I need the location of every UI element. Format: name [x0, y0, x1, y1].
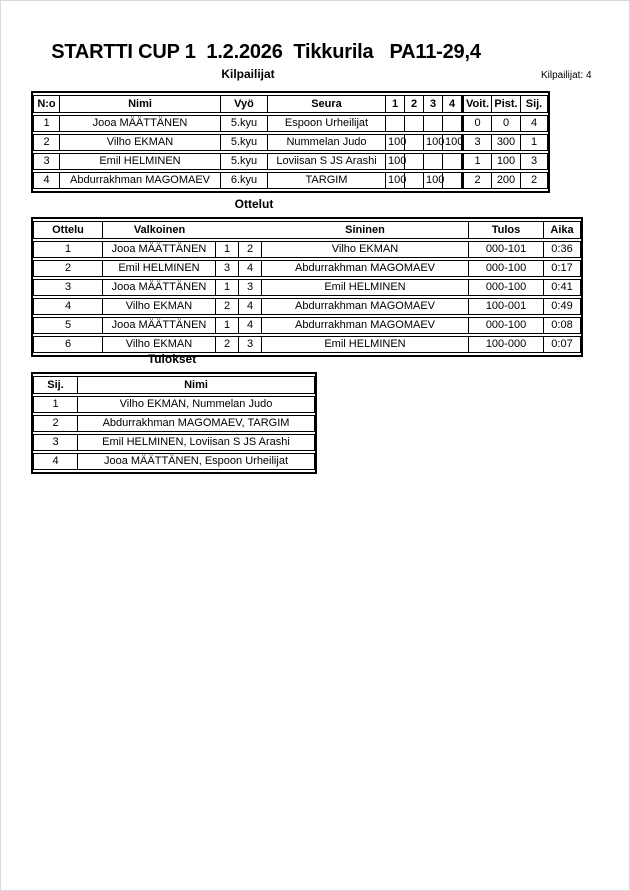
- belt-cell: 6.kyu: [221, 172, 268, 189]
- name-cell: Emil HELMINEN, Loviisan S JS Arashi: [78, 434, 315, 451]
- white-no-cell: 1: [216, 241, 239, 258]
- r2-cell: [405, 172, 424, 189]
- blue-no-cell: 4: [239, 317, 262, 334]
- time-cell: 0:49: [544, 298, 581, 315]
- result-cell: 000-100: [469, 279, 544, 296]
- col-time: Aika: [544, 221, 581, 239]
- time-cell: 0:36: [544, 241, 581, 258]
- white-no-cell: 3: [216, 260, 239, 277]
- r4-cell: [443, 172, 462, 189]
- col-r4: 4: [443, 95, 462, 113]
- blue-name-cell: Abdurrakhman MAGOMAEV: [262, 260, 469, 277]
- white-name-cell: Emil HELMINEN: [103, 260, 216, 277]
- r4-cell: 100: [443, 134, 462, 151]
- name-cell: Emil HELMINEN: [60, 153, 221, 170]
- points-cell: 200: [492, 172, 521, 189]
- place-cell: 2: [521, 172, 548, 189]
- r1-cell: [386, 115, 405, 132]
- col-r3: 3: [424, 95, 443, 113]
- blue-no-cell: 3: [239, 279, 262, 296]
- col-place: Sij.: [521, 95, 548, 113]
- col-match: Ottelu: [33, 221, 103, 239]
- time-cell: 0:17: [544, 260, 581, 277]
- col-wins: Voit.: [462, 95, 492, 113]
- points-cell: 100: [492, 153, 521, 170]
- r4-cell: [443, 115, 462, 132]
- belt-cell: 5.kyu: [221, 153, 268, 170]
- table-row: [33, 453, 315, 470]
- white-no-cell: 1: [216, 279, 239, 296]
- r3-cell: 100: [424, 134, 443, 151]
- kilpailijat-header-row: [33, 95, 548, 113]
- club-cell: TARGIM: [268, 172, 386, 189]
- r2-cell: [405, 153, 424, 170]
- result-cell: 000-100: [469, 260, 544, 277]
- wins-cell: 3: [462, 134, 492, 151]
- match-no-cell: 2: [33, 260, 103, 277]
- name-cell: Jooa MÄÄTTÄNEN: [60, 115, 221, 132]
- blue-name-cell: Abdurrakhman MAGOMAEV: [262, 298, 469, 315]
- blue-no-cell: 3: [239, 336, 262, 353]
- match-no-cell: 1: [33, 241, 103, 258]
- table-row: [33, 279, 581, 296]
- name-cell: Abdurrakhman MAGOMAEV, TARGIM: [78, 415, 315, 432]
- competitors-count-label: Kilpailijat: 4: [541, 70, 592, 81]
- white-name-cell: Jooa MÄÄTTÄNEN: [103, 279, 216, 296]
- club-cell: Espoon Urheilijat: [268, 115, 386, 132]
- place-cell: 4: [521, 115, 548, 132]
- col-white: Valkoinen: [103, 221, 216, 239]
- ottelut-header-row: [33, 221, 581, 239]
- col-result: Tulos: [469, 221, 544, 239]
- club-cell: Nummelan Judo: [268, 134, 386, 151]
- blue-name-cell: Vilho EKMAN: [262, 241, 469, 258]
- col-blue: Sininen: [262, 221, 469, 239]
- name-cell: Abdurrakhman MAGOMAEV: [60, 172, 221, 189]
- result-cell: 000-100: [469, 317, 544, 334]
- name-cell: Vilho EKMAN: [60, 134, 221, 151]
- result-cell: 100-001: [469, 298, 544, 315]
- table-row: [33, 415, 315, 432]
- blue-name-cell: Abdurrakhman MAGOMAEV: [262, 317, 469, 334]
- wins-cell: 0: [462, 115, 492, 132]
- points-cell: 0: [492, 115, 521, 132]
- kilpailijat-heading: Kilpailijat: [221, 67, 275, 81]
- table-row: [33, 336, 581, 353]
- match-no-cell: 4: [33, 298, 103, 315]
- r3-cell: [424, 115, 443, 132]
- points-cell: 300: [492, 134, 521, 151]
- tulokset-heading: Tulokset: [147, 352, 197, 366]
- place-cell: 1: [33, 396, 78, 413]
- col-r1: 1: [386, 95, 405, 113]
- result-cell: 100-000: [469, 336, 544, 353]
- ottelut-table: [31, 217, 583, 357]
- white-no-cell: 1: [216, 317, 239, 334]
- r1-cell: 100: [386, 172, 405, 189]
- place-cell: 1: [521, 134, 548, 151]
- r2-cell: [405, 115, 424, 132]
- name-cell: Jooa MÄÄTTÄNEN, Espoon Urheilijat: [78, 453, 315, 470]
- page-title: STARTTI CUP 1 1.2.2026 Tikkurila PA11-29,4: [51, 41, 481, 63]
- no-cell: 1: [33, 115, 60, 132]
- no-cell: 2: [33, 134, 60, 151]
- blue-no-cell: 2: [239, 241, 262, 258]
- wins-cell: 1: [462, 153, 492, 170]
- table-row: [33, 172, 548, 189]
- wins-cell: 2: [462, 172, 492, 189]
- r1-cell: 100: [386, 134, 405, 151]
- white-name-cell: Vilho EKMAN: [103, 336, 216, 353]
- table-row: [33, 134, 548, 151]
- col-no: N:o: [33, 95, 60, 113]
- table-row: [33, 115, 548, 132]
- blue-no-cell: 4: [239, 298, 262, 315]
- time-cell: 0:08: [544, 317, 581, 334]
- col-club: Seura: [268, 95, 386, 113]
- tulokset-header-row: [33, 376, 315, 394]
- blue-name-cell: Emil HELMINEN: [262, 336, 469, 353]
- table-row: [33, 434, 315, 451]
- belt-cell: 5.kyu: [221, 134, 268, 151]
- table-row: [33, 396, 315, 413]
- blue-name-cell: Emil HELMINEN: [262, 279, 469, 296]
- match-no-cell: 6: [33, 336, 103, 353]
- club-cell: Loviisan S JS Arashi: [268, 153, 386, 170]
- match-no-cell: 3: [33, 279, 103, 296]
- match-no-cell: 5: [33, 317, 103, 334]
- white-name-cell: Jooa MÄÄTTÄNEN: [103, 241, 216, 258]
- result-cell: 000-101: [469, 241, 544, 258]
- table-row: [33, 317, 581, 334]
- r3-cell: 100: [424, 172, 443, 189]
- table-row: [33, 241, 581, 258]
- col-name: Nimi: [60, 95, 221, 113]
- time-cell: 0:07: [544, 336, 581, 353]
- place-cell: 2: [33, 415, 78, 432]
- white-no-cell: 2: [216, 298, 239, 315]
- ottelut-heading: Ottelut: [234, 197, 274, 211]
- r2-cell: [405, 134, 424, 151]
- r3-cell: [424, 153, 443, 170]
- place-cell: 3: [521, 153, 548, 170]
- blue-no-cell: 4: [239, 260, 262, 277]
- place-cell: 3: [33, 434, 78, 451]
- r1-cell: 100: [386, 153, 405, 170]
- col-points: Pist.: [492, 95, 521, 113]
- col-numbers-spacer: [216, 221, 262, 239]
- time-cell: 0:41: [544, 279, 581, 296]
- place-cell: 4: [33, 453, 78, 470]
- no-cell: 3: [33, 153, 60, 170]
- no-cell: 4: [33, 172, 60, 189]
- white-name-cell: Vilho EKMAN: [103, 298, 216, 315]
- col-place: Sij.: [33, 376, 78, 394]
- belt-cell: 5.kyu: [221, 115, 268, 132]
- name-cell: Vilho EKMAN, Nummelan Judo: [78, 396, 315, 413]
- table-row: [33, 260, 581, 277]
- white-no-cell: 2: [216, 336, 239, 353]
- table-row: [33, 153, 548, 170]
- col-r2: 2: [405, 95, 424, 113]
- col-belt: Vyö: [221, 95, 268, 113]
- table-row: [33, 298, 581, 315]
- r4-cell: [443, 153, 462, 170]
- tulokset-table: [31, 372, 317, 474]
- kilpailijat-table: [31, 91, 550, 193]
- col-name: Nimi: [78, 376, 315, 394]
- white-name-cell: Jooa MÄÄTTÄNEN: [103, 317, 216, 334]
